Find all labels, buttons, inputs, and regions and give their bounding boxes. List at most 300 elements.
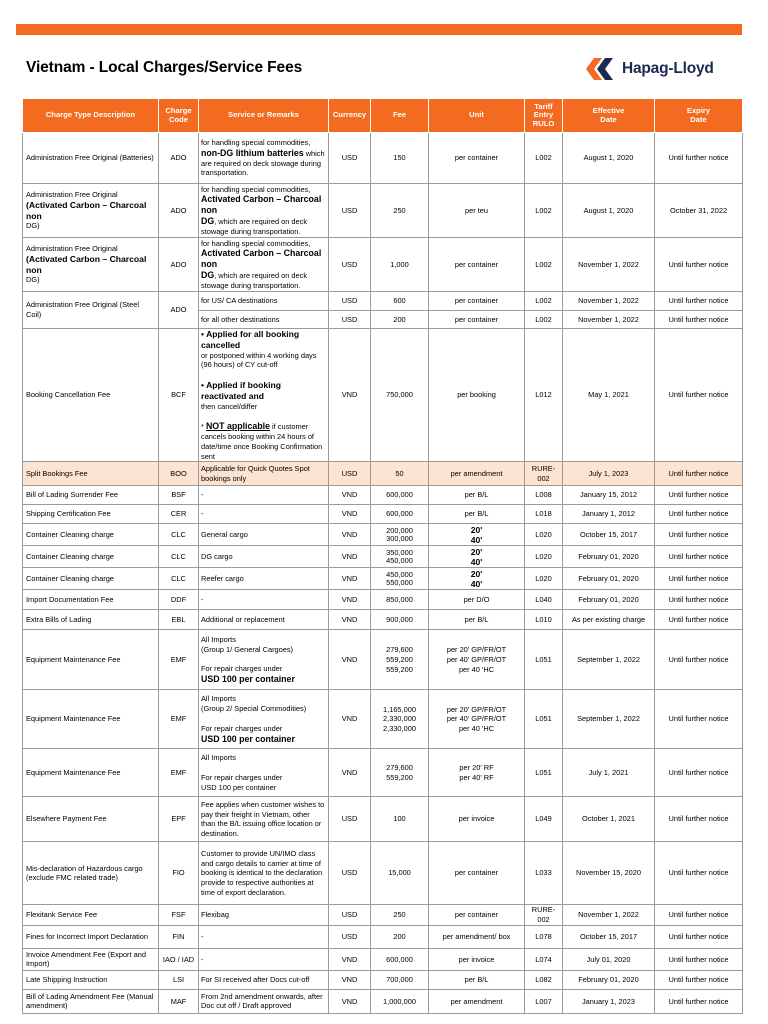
cell-description: Booking Cancellation Fee — [23, 329, 159, 462]
table-header-row — [23, 99, 743, 133]
unit-line: 20' — [470, 546, 483, 557]
cell-fee — [371, 524, 429, 546]
cell-code: EMF — [159, 630, 199, 690]
cell-remarks: for US/ CA destinations — [199, 292, 329, 311]
cell-fee: 250 — [371, 184, 429, 238]
cell-code: CLC — [159, 568, 199, 590]
cell-tariff: L002 — [525, 311, 563, 329]
cell-tariff: L010 — [525, 610, 563, 630]
remark-text: for handling special commodities, — [201, 238, 311, 248]
cell-currency: USD — [329, 925, 371, 948]
cell-code: EBL — [159, 610, 199, 630]
desc-text: Administration Free Original — [26, 243, 118, 253]
hapag-lloyd-logo-icon — [586, 58, 616, 80]
remark-text: , which are required on deck stowage during transportation. — [201, 216, 308, 236]
cell-fee: 1,000,000 — [371, 989, 429, 1013]
cell-remarks: for all other destinations — [199, 311, 329, 329]
cell-fee — [371, 749, 429, 797]
col-header-tariff — [525, 99, 563, 133]
unit-line: per 20' GP/FR/OT — [446, 645, 507, 655]
cell-currency: USD — [329, 292, 371, 311]
table-row — [23, 238, 743, 292]
cell-effective-date: November 1, 2022 — [563, 238, 655, 292]
remark-text: For repair charges under — [201, 664, 283, 674]
cell-remarks: For SI received after Docs cut-off — [199, 970, 329, 989]
cell-description: Container Cleaning charge — [23, 546, 159, 568]
cell-fee: 600 — [371, 292, 429, 311]
cell-code: EMF — [159, 749, 199, 797]
cell-expiry-date: Until further notice — [655, 630, 743, 690]
col-header-code-line2: Code — [169, 114, 188, 124]
cell-remarks: - — [199, 486, 329, 505]
cell-remarks — [199, 329, 329, 462]
cell-effective-date: July 1, 2021 — [563, 749, 655, 797]
col-header-effective-date — [563, 99, 655, 133]
cell-effective-date: November 1, 2022 — [563, 905, 655, 926]
cell-remarks: Reefer cargo — [199, 568, 329, 590]
table-row — [23, 749, 743, 797]
unit-line: per 40' GP/FR/OT — [446, 654, 507, 664]
cell-tariff: L002 — [525, 238, 563, 292]
remark-emphasis: Activated Carbon – Charcoal non — [201, 194, 322, 216]
cell-tariff: L002 — [525, 292, 563, 311]
cell-effective-date: November 1, 2022 — [563, 311, 655, 329]
cell-expiry-date: Until further notice — [655, 797, 743, 842]
cell-effective-date: February 01, 2020 — [563, 590, 655, 610]
cell-currency: USD — [329, 842, 371, 905]
cell-tariff: L078 — [525, 925, 563, 948]
cell-effective-date: May 1, 2021 — [563, 329, 655, 462]
remark-text: , which are required on deck stowage during transportation. — [201, 270, 308, 290]
cell-expiry-date: Until further notice — [655, 749, 743, 797]
table-row — [23, 590, 743, 610]
cell-description: Container Cleaning charge — [23, 524, 159, 546]
cell-description: Bill of Lading Surrender Fee — [23, 486, 159, 505]
cell-code: MAF — [159, 989, 199, 1013]
cell-currency: VND — [329, 630, 371, 690]
cell-effective-date: August 1, 2020 — [563, 133, 655, 184]
cell-tariff: L008 — [525, 486, 563, 505]
cell-description: Fines for Incorrect Import Declaration — [23, 925, 159, 948]
table-row — [23, 486, 743, 505]
cell-remarks — [199, 690, 329, 749]
unit-line: per 20' RF — [459, 763, 494, 773]
fee-line: 279,600 — [386, 645, 413, 655]
cell-description: Extra Bills of Lading — [23, 610, 159, 630]
cell-code: FSF — [159, 905, 199, 926]
col-header-code — [159, 99, 199, 133]
cell-expiry-date: October 31, 2022 — [655, 184, 743, 238]
cell-expiry-date: Until further notice — [655, 610, 743, 630]
col-header-expiry-date — [655, 99, 743, 133]
cell-unit: per B/L — [429, 505, 525, 524]
cell-code: CER — [159, 505, 199, 524]
cell-code: IAO / IAD — [159, 948, 199, 970]
cell-currency: VND — [329, 948, 371, 970]
cell-fee: 100 — [371, 797, 429, 842]
cell-tariff: L040 — [525, 590, 563, 610]
fee-line: 279,600 — [386, 763, 413, 773]
cell-tariff: L033 — [525, 842, 563, 905]
cell-effective-date: September 1, 2022 — [563, 690, 655, 749]
remark-text: then cancel/differ — [201, 401, 258, 411]
table-row — [23, 133, 743, 184]
cell-expiry-date: Until further notice — [655, 989, 743, 1013]
cell-remarks: - — [199, 590, 329, 610]
cell-fee: 250 — [371, 905, 429, 926]
cell-description — [23, 184, 159, 238]
cell-currency: VND — [329, 546, 371, 568]
cell-expiry-date: Until further notice — [655, 568, 743, 590]
cell-remarks: Customer to provide UN/IMO class and cargo details to carrier at time of booking is identical to the declaration provide to respective authorities at time of export declaration. — [199, 842, 329, 905]
col-header-fee: Fee — [371, 99, 429, 133]
cell-currency: VND — [329, 690, 371, 749]
remark-text: (Group 2/ Special Commodities) — [201, 704, 307, 714]
cell-fee: 900,000 — [371, 610, 429, 630]
unit-line: 40' — [470, 556, 483, 567]
remark-emphasis: • Applied if booking reactivated and — [201, 379, 282, 401]
fee-line: 1,165,000 — [383, 704, 416, 714]
cell-currency: VND — [329, 590, 371, 610]
cell-remarks: Fee applies when customer wishes to pay their freight in Vietnam, other than the B/L issuing office location or destination. — [199, 797, 329, 842]
cell-remarks: Flexibag — [199, 905, 329, 926]
cell-remarks — [199, 630, 329, 690]
col-header-unit: Unit — [429, 99, 525, 133]
cell-fee: 200 — [371, 925, 429, 948]
remark-emphasis: USD 100 per container — [201, 674, 295, 685]
remark-text: All Imports — [201, 694, 236, 704]
cell-code: FIO — [159, 842, 199, 905]
cell-description: Flexitank Service Fee — [23, 905, 159, 926]
cell-effective-date: January 1, 2012 — [563, 505, 655, 524]
cell-effective-date: November 1, 2022 — [563, 292, 655, 311]
unit-line: per 40 'HC — [458, 724, 495, 734]
fee-line: 2,330,000 — [383, 724, 416, 734]
remark-text: For repair charges under — [201, 772, 283, 782]
local-charges-table — [22, 98, 743, 1014]
cell-tariff: L002 — [525, 133, 563, 184]
cell-unit: per D/O — [429, 590, 525, 610]
page-title: Vietnam - Local Charges/Service Fees — [26, 59, 303, 76]
cell-fee: 15,000 — [371, 842, 429, 905]
cell-fee: 50 — [371, 462, 429, 486]
fee-line: 450,000 — [386, 555, 413, 565]
cell-currency: USD — [329, 311, 371, 329]
cell-fee: 750,000 — [371, 329, 429, 462]
cell-expiry-date: Until further notice — [655, 486, 743, 505]
cell-description: Administration Free Original (Steel Coil) — [23, 292, 159, 329]
col-header-currency: Currency — [329, 99, 371, 133]
cell-unit: per amendment/ box — [429, 925, 525, 948]
cell-expiry-date: Until further notice — [655, 690, 743, 749]
desc-emphasis: (Activated Carbon – Charcoal non — [26, 199, 147, 221]
cell-effective-date: February 01, 2020 — [563, 568, 655, 590]
unit-line: per 40' RF — [459, 772, 494, 782]
cell-currency: USD — [329, 797, 371, 842]
cell-description: Import Documentation Fee — [23, 590, 159, 610]
cell-fee: 850,000 — [371, 590, 429, 610]
cell-unit: per invoice — [429, 948, 525, 970]
fee-line: 559,200 — [386, 664, 413, 674]
cell-fee — [371, 546, 429, 568]
cell-remarks: Applicable for Quick Quotes Spot bookings only — [199, 462, 329, 486]
cell-code: ADO — [159, 238, 199, 292]
unit-line: 20' — [470, 524, 483, 535]
remark-emphasis: Activated Carbon – Charcoal non — [201, 248, 322, 270]
cell-tariff: L051 — [525, 630, 563, 690]
remark-text: for handling special commodities, — [201, 184, 311, 194]
cell-code: LSI — [159, 970, 199, 989]
col-header-tariff-line3: RULO — [532, 118, 555, 128]
remark-text: which are required on deck stowage during transportation. — [201, 148, 325, 178]
col-header-tariff-line1: Tariff — [534, 101, 553, 111]
cell-unit — [429, 749, 525, 797]
cell-remarks — [199, 749, 329, 797]
cell-currency: USD — [329, 462, 371, 486]
remark-text: for handling special commodities, — [201, 137, 311, 147]
remark-text: or postponed within 4 working days (96 hours) of CY cut-off — [201, 350, 317, 370]
remark-text: (Group 1/ General Cargoes) — [201, 644, 294, 654]
remark-text: All Imports — [201, 634, 236, 644]
cell-currency: USD — [329, 184, 371, 238]
top-bar-notch — [562, 35, 742, 37]
cell-code: CLC — [159, 524, 199, 546]
cell-tariff: RURE-002 — [525, 905, 563, 926]
table-row — [23, 524, 743, 546]
fee-line: 559,200 — [386, 654, 413, 664]
hapag-lloyd-logo — [586, 56, 714, 82]
cell-code: BOO — [159, 462, 199, 486]
table-row — [23, 925, 743, 948]
cell-remarks: - — [199, 948, 329, 970]
cell-currency: VND — [329, 610, 371, 630]
cell-code: ADO — [159, 133, 199, 184]
remark-emphasis: DG — [201, 269, 215, 280]
cell-tariff: L020 — [525, 524, 563, 546]
table-row — [23, 797, 743, 842]
cell-expiry-date: Until further notice — [655, 546, 743, 568]
cell-code: FIN — [159, 925, 199, 948]
cell-unit — [429, 568, 525, 590]
table-row — [23, 842, 743, 905]
cell-currency: VND — [329, 505, 371, 524]
table-row — [23, 989, 743, 1013]
cell-expiry-date: Until further notice — [655, 133, 743, 184]
cell-remarks: DG cargo — [199, 546, 329, 568]
fee-line: 300,000 — [386, 533, 413, 543]
cell-effective-date: January 15, 2012 — [563, 486, 655, 505]
cell-unit: per B/L — [429, 610, 525, 630]
unit-line: per 20' GP/FR/OT — [446, 704, 507, 714]
cell-remarks: Additional or replacement — [199, 610, 329, 630]
cell-tariff: L051 — [525, 690, 563, 749]
remark-emphasis: DG — [201, 215, 215, 226]
cell-tariff: L049 — [525, 797, 563, 842]
fee-line: 350,000 — [386, 547, 413, 557]
cell-effective-date: November 15, 2020 — [563, 842, 655, 905]
cell-description: Invoice Amendment Fee (Export and Import) — [23, 948, 159, 970]
cell-code: BSF — [159, 486, 199, 505]
desc-emphasis: (Activated Carbon – Charcoal non — [26, 253, 147, 275]
cell-tariff: L020 — [525, 546, 563, 568]
cell-effective-date: October 1, 2021 — [563, 797, 655, 842]
fee-line: 2,330,000 — [383, 714, 416, 724]
table-row — [23, 970, 743, 989]
cell-tariff: L074 — [525, 948, 563, 970]
cell-currency: VND — [329, 524, 371, 546]
cell-remarks: - — [199, 925, 329, 948]
cell-effective-date: October 15, 2017 — [563, 524, 655, 546]
cell-expiry-date: Until further notice — [655, 590, 743, 610]
cell-description: Equipment Maintenance Fee — [23, 749, 159, 797]
logo-text: Hapag-Lloyd — [622, 60, 714, 77]
table-row — [23, 292, 743, 311]
unit-line: 40' — [470, 534, 483, 545]
cell-unit: per container — [429, 238, 525, 292]
cell-currency: VND — [329, 989, 371, 1013]
cell-description: Equipment Maintenance Fee — [23, 690, 159, 749]
cell-currency: VND — [329, 486, 371, 505]
desc-text: DG) — [26, 275, 40, 285]
cell-code: BCF — [159, 329, 199, 462]
cell-expiry-date: Until further notice — [655, 970, 743, 989]
cell-description: Administration Free Original (Batteries) — [23, 133, 159, 184]
cell-expiry-date: Until further notice — [655, 462, 743, 486]
cell-expiry-date: Until further notice — [655, 948, 743, 970]
cell-expiry-date: Until further notice — [655, 238, 743, 292]
cell-effective-date: January 1, 2023 — [563, 989, 655, 1013]
col-header-effective-line2: Date — [600, 114, 617, 124]
fee-line: 200,000 — [386, 525, 413, 535]
cell-expiry-date: Until further notice — [655, 842, 743, 905]
table-row — [23, 505, 743, 524]
remark-text: All Imports — [201, 753, 236, 763]
col-header-code-line1: Charge — [165, 105, 192, 115]
cell-expiry-date: Until further notice — [655, 925, 743, 948]
cell-unit: per container — [429, 311, 525, 329]
cell-code: ADO — [159, 184, 199, 238]
cell-unit: per booking — [429, 329, 525, 462]
fee-line: 559,200 — [386, 772, 413, 782]
cell-currency: USD — [329, 133, 371, 184]
cell-expiry-date: Until further notice — [655, 905, 743, 926]
fee-line: 450,000 — [386, 569, 413, 579]
table-row — [23, 184, 743, 238]
table-row — [23, 568, 743, 590]
cell-fee: 700,000 — [371, 970, 429, 989]
cell-currency: VND — [329, 970, 371, 989]
table-row-highlighted — [23, 462, 743, 486]
cell-expiry-date: Until further notice — [655, 311, 743, 329]
unit-line: per 40' GP/FR/OT — [446, 714, 507, 724]
remark-emphasis: non-DG lithium batteries — [201, 147, 304, 158]
table-row — [23, 546, 743, 568]
col-header-description: Charge Type Description — [23, 99, 159, 133]
remark-emphasis: USD 100 per container — [201, 733, 295, 744]
cell-unit: per amendment — [429, 462, 525, 486]
cell-description: Bill of Lading Amendment Fee (Manual amendment) — [23, 989, 159, 1013]
top-accent-bar — [16, 24, 742, 35]
cell-effective-date: July 1, 2023 — [563, 462, 655, 486]
cell-description: Shipping Certification Fee — [23, 505, 159, 524]
cell-tariff: L020 — [525, 568, 563, 590]
cell-unit: per container — [429, 905, 525, 926]
cell-remarks: General cargo — [199, 524, 329, 546]
remark-text: * — [201, 422, 206, 432]
unit-line: 20' — [470, 568, 483, 579]
cell-fee: 200 — [371, 311, 429, 329]
cell-effective-date: February 01, 2020 — [563, 970, 655, 989]
cell-description: Equipment Maintenance Fee — [23, 630, 159, 690]
table-row — [23, 690, 743, 749]
cell-currency: VND — [329, 568, 371, 590]
cell-unit: per container — [429, 292, 525, 311]
col-header-effective-line1: Effective — [592, 105, 625, 115]
cell-currency: USD — [329, 905, 371, 926]
cell-effective-date: As per existing charge — [563, 610, 655, 630]
cell-fee: 600,000 — [371, 948, 429, 970]
cell-description — [23, 238, 159, 292]
cell-remarks — [199, 238, 329, 292]
unit-line: per 40 'HC — [458, 664, 495, 674]
cell-remarks: - — [199, 505, 329, 524]
cell-unit — [429, 630, 525, 690]
cell-fee: 600,000 — [371, 486, 429, 505]
cell-code: ADO — [159, 292, 199, 329]
cell-tariff: L082 — [525, 970, 563, 989]
cell-tariff: L018 — [525, 505, 563, 524]
fee-line: 550,000 — [386, 577, 413, 587]
cell-unit: per B/L — [429, 486, 525, 505]
cell-effective-date: September 1, 2022 — [563, 630, 655, 690]
remark-text: USD 100 per container — [201, 782, 277, 792]
cell-description: Split Bookings Fee — [23, 462, 159, 486]
cell-description: Container Cleaning charge — [23, 568, 159, 590]
table-row — [23, 948, 743, 970]
cell-fee: 1,000 — [371, 238, 429, 292]
cell-unit — [429, 524, 525, 546]
cell-remarks — [199, 133, 329, 184]
cell-tariff: RURE-002 — [525, 462, 563, 486]
cell-code: EMF — [159, 690, 199, 749]
cell-unit: per teu — [429, 184, 525, 238]
cell-tariff: L002 — [525, 184, 563, 238]
cell-tariff: L051 — [525, 749, 563, 797]
table-row — [23, 610, 743, 630]
col-header-expiry-line2: Date — [690, 114, 707, 124]
cell-effective-date: August 1, 2020 — [563, 184, 655, 238]
cell-unit: per amendment — [429, 989, 525, 1013]
cell-code: CLC — [159, 546, 199, 568]
cell-expiry-date: Until further notice — [655, 292, 743, 311]
cell-unit: per container — [429, 842, 525, 905]
cell-effective-date: October 15, 2017 — [563, 925, 655, 948]
cell-unit — [429, 546, 525, 568]
cell-tariff: L007 — [525, 989, 563, 1013]
cell-remarks: From 2nd amendment onwards, after Doc cut off / Draft approved — [199, 989, 329, 1013]
cell-currency: VND — [329, 329, 371, 462]
desc-text: Administration Free Original — [26, 189, 118, 199]
remark-text: if customer cancels booking within 24 hours of date/time once Booking Confirmation sent — [201, 422, 323, 461]
cell-currency: USD — [329, 238, 371, 292]
cell-description: Late Shipping Instruction — [23, 970, 159, 989]
cell-fee — [371, 568, 429, 590]
cell-code: DDF — [159, 590, 199, 610]
cell-expiry-date: Until further notice — [655, 505, 743, 524]
cell-unit: per container — [429, 133, 525, 184]
cell-fee: 150 — [371, 133, 429, 184]
cell-description: Elsewhere Payment Fee — [23, 797, 159, 842]
